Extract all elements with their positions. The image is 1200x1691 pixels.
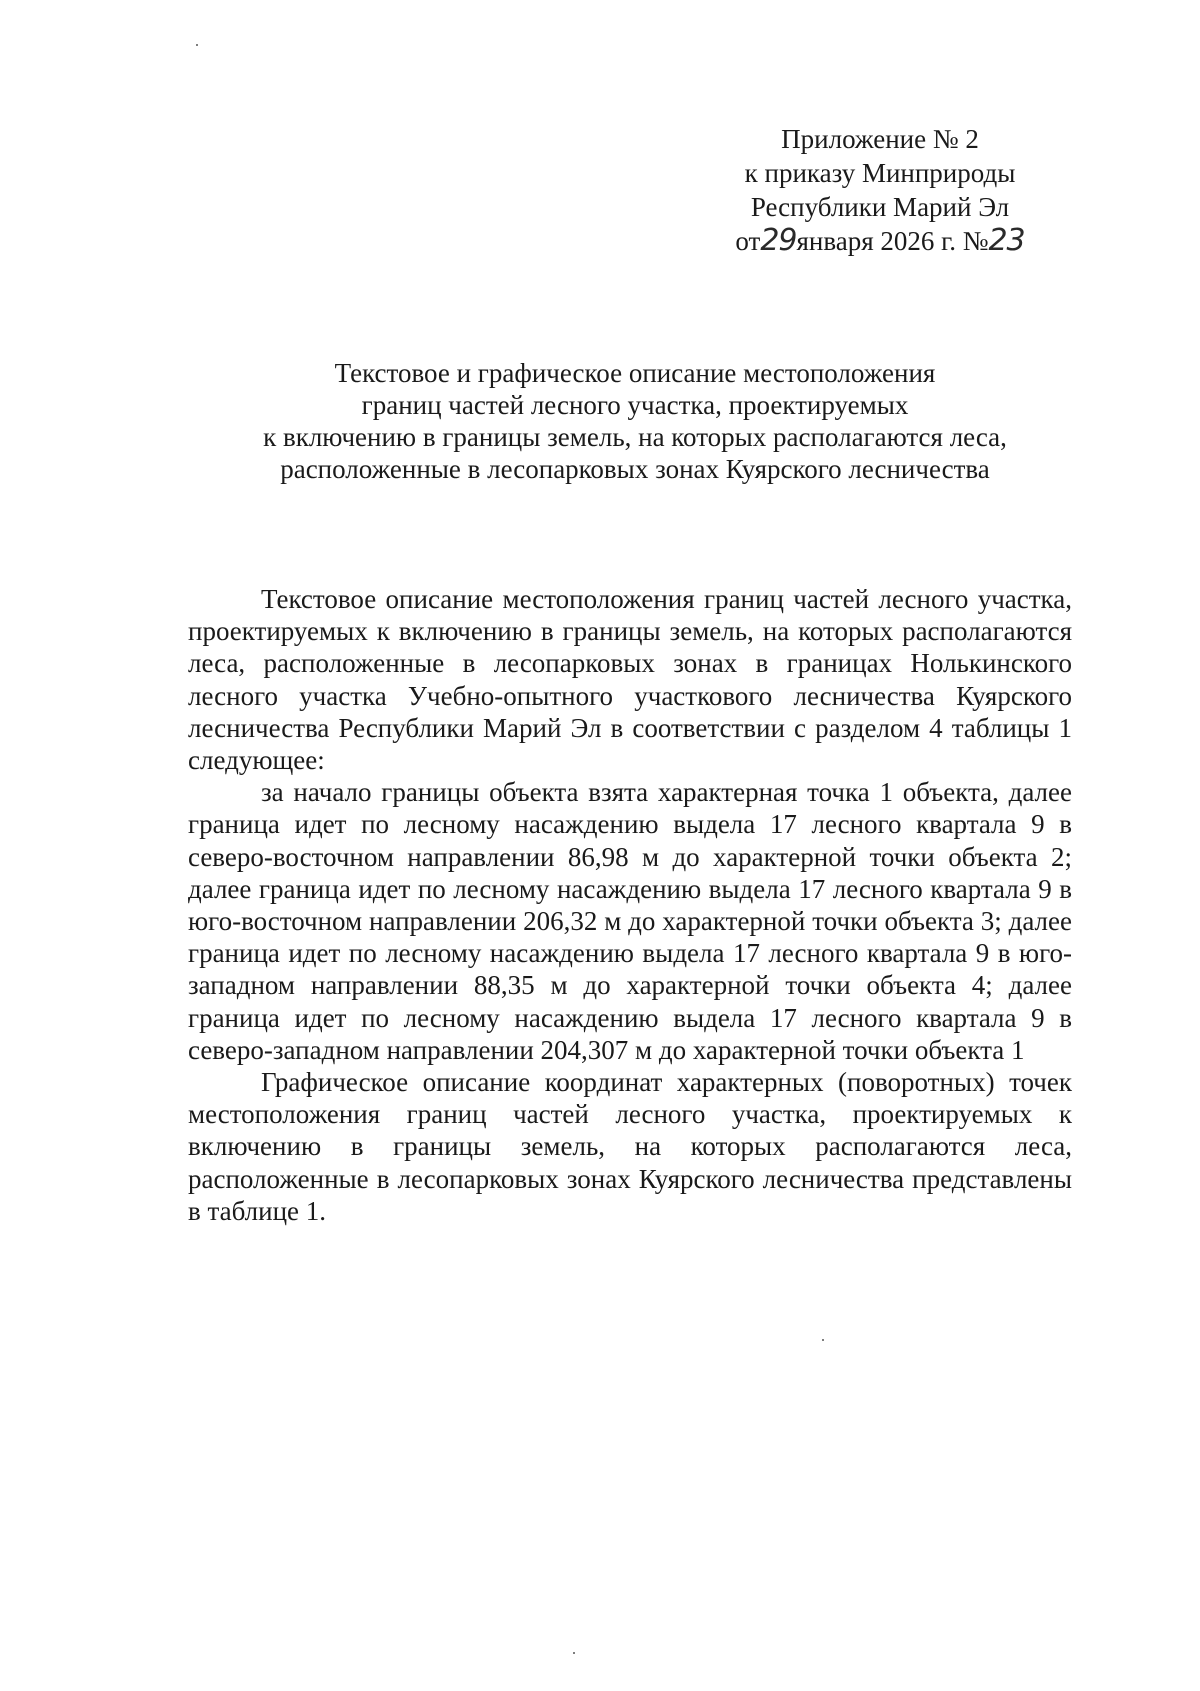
scan-speck — [822, 1339, 824, 1341]
appendix-order-ref: к приказу Минприроды — [744, 158, 1016, 188]
paragraph-boundary-route: за начало границы объекта взята характерная точка 1 объекта, далее граница идет по лесному насаждению выдела 17 лесного квартала 9 в северо-восточном направлении 86,98 м до характерной точки объекта 2; далее граница идет по лесному насаждению выдела 17 лесного квартала 9 в юго-восточном направлении 206,32 м до характерной точки объекта 3; далее граница идет по лесному насаждению выдела 17 лесного квартала 9 в юго-западном направлении 88,35 м до характерной точки объекта 4; далее граница идет по лесному насаждению выдела 17 лесного квартала 9 в северо-западном направлении 204,307 м до характерной точки объекта 1 — [188, 777, 1072, 1065]
title-line: расположенные в лесопарковых зонах Куярского лесничества — [280, 454, 990, 484]
appendix-number: Приложение № 2 — [781, 124, 979, 154]
paragraph-text-description: Текстовое описание местоположения границ частей лесного участка, проектируемых к включению в границы земель, на которых располагаются леса, расположенные в лесопарковых зонах в границах Нолькинского лесного участка Учебно-опытного участкового лесничества Куярского лесничества Республики Марий Эл в соответствии с разделом 4 таблицы 1 следующее: — [188, 584, 1072, 776]
handwritten-day: 29 — [760, 223, 797, 258]
document-body — [188, 583, 1072, 1227]
appendix-ministry: Республики Марий Эл — [750, 192, 1010, 222]
date-month-year: января 2026 г. № — [796, 226, 989, 256]
handwritten-order-number: 23 — [988, 223, 1025, 258]
title-line: к включению в границы земель, на которых располагаются леса, — [263, 422, 1007, 452]
document-title — [200, 357, 1070, 485]
scan-speck — [196, 44, 198, 46]
title-line: Текстовое и графическое описание местоположения — [334, 358, 936, 388]
appendix-header — [700, 122, 1060, 258]
date-prefix: от — [735, 226, 761, 256]
scan-speck — [573, 1652, 575, 1654]
title-line: границ частей лесного участка, проектируемых — [361, 390, 909, 420]
appendix-date-line — [700, 224, 1060, 258]
paragraph-graphic-description: Графическое описание координат характерных (поворотных) точек местоположения границ частей лесного участка, проектируемых к включению в границы земель, на которых располагаются леса, расположенные в лесопарковых зонах Куярского лесничества представлены в таблице 1. — [188, 1067, 1072, 1226]
